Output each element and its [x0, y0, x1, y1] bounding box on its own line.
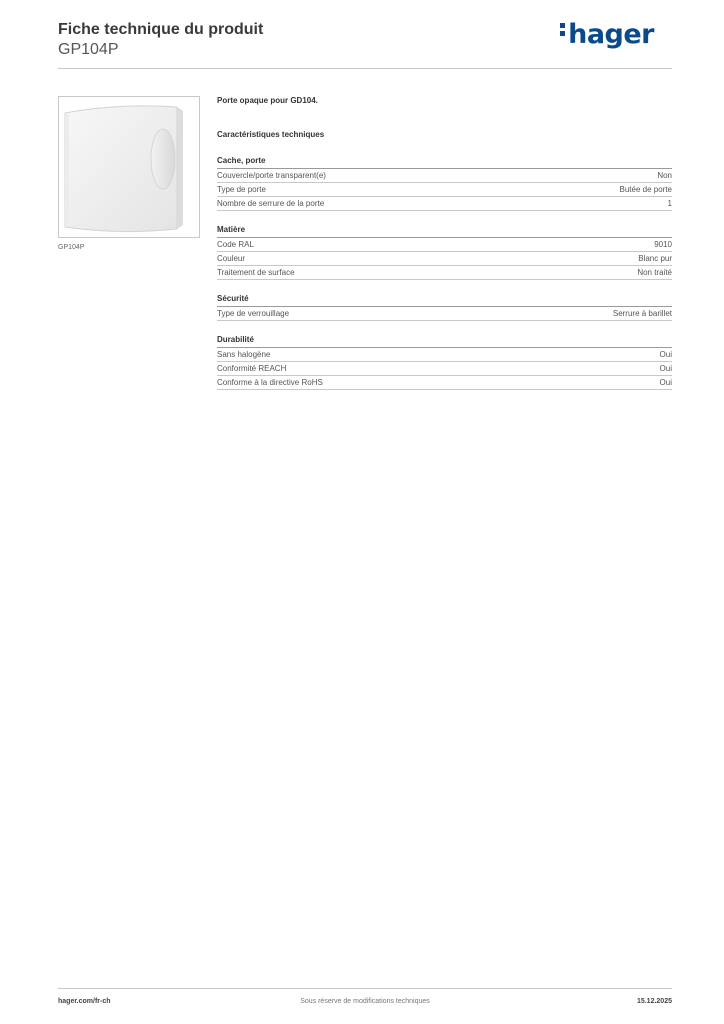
product-code: GP104P	[58, 41, 119, 58]
spec-row	[217, 266, 672, 280]
product-image	[58, 96, 200, 238]
product-description: Porte opaque pour GD104.	[217, 96, 318, 105]
spec-label: Type de porte	[217, 185, 266, 194]
spec-label: Code RAL	[217, 240, 254, 249]
door-panel-icon	[59, 97, 199, 237]
spec-groups	[217, 156, 672, 390]
spec-value: Oui	[659, 364, 672, 373]
page-header	[58, 20, 672, 68]
spec-label: Nombre de serrure de la porte	[217, 199, 325, 208]
spec-group	[217, 335, 672, 390]
spec-value: Non	[657, 171, 672, 180]
spec-group-title: Cache, porte	[217, 156, 672, 169]
page-footer	[58, 998, 672, 1010]
spec-value: Butée de porte	[619, 185, 672, 194]
footer-website-link[interactable]: hager.com/fr-ch	[58, 998, 111, 1005]
spec-row	[217, 362, 672, 376]
product-details	[217, 96, 672, 390]
image-caption: GP104P	[58, 244, 85, 251]
spec-value: Blanc pur	[638, 254, 672, 263]
spec-row	[217, 252, 672, 266]
logo-text: hager	[568, 19, 654, 50]
spec-group	[217, 156, 672, 211]
page-title: Fiche technique du produit	[58, 21, 264, 38]
spec-label: Conforme à la directive RoHS	[217, 378, 323, 387]
spec-group-title: Durabilité	[217, 335, 672, 348]
spec-row	[217, 197, 672, 211]
spec-row	[217, 376, 672, 390]
spec-label: Conformité REACH	[217, 364, 287, 373]
footer-divider	[58, 988, 672, 989]
spec-group-title: Sécurité	[217, 294, 672, 307]
spec-value: Serrure à barillet	[612, 309, 672, 318]
hager-logo[interactable]	[560, 19, 654, 50]
spec-group-title: Matière	[217, 225, 672, 238]
spec-value: Non traité	[637, 268, 672, 277]
spec-label: Couvercle/porte transparent(e)	[217, 171, 326, 180]
specs-heading: Caractéristiques techniques	[217, 130, 325, 139]
spec-row	[217, 238, 672, 252]
spec-label: Type de verrouillage	[217, 309, 290, 318]
header-divider	[58, 68, 672, 69]
spec-label: Couleur	[217, 254, 246, 263]
spec-group	[217, 225, 672, 280]
spec-row	[217, 348, 672, 362]
spec-value: Oui	[659, 378, 672, 387]
logo-dots-icon	[560, 20, 566, 39]
footer-date: 15.12.2025	[636, 998, 672, 1005]
spec-value: Oui	[659, 350, 672, 359]
footer-disclaimer: Sous réserve de modifications techniques	[300, 998, 430, 1005]
spec-value: 1	[667, 199, 672, 208]
spec-group	[217, 294, 672, 321]
spec-row	[217, 307, 672, 321]
spec-row	[217, 169, 672, 183]
spec-row	[217, 183, 672, 197]
spec-label: Sans halogène	[217, 350, 271, 359]
spec-label: Traitement de surface	[217, 268, 295, 277]
spec-value: 9010	[654, 240, 672, 249]
